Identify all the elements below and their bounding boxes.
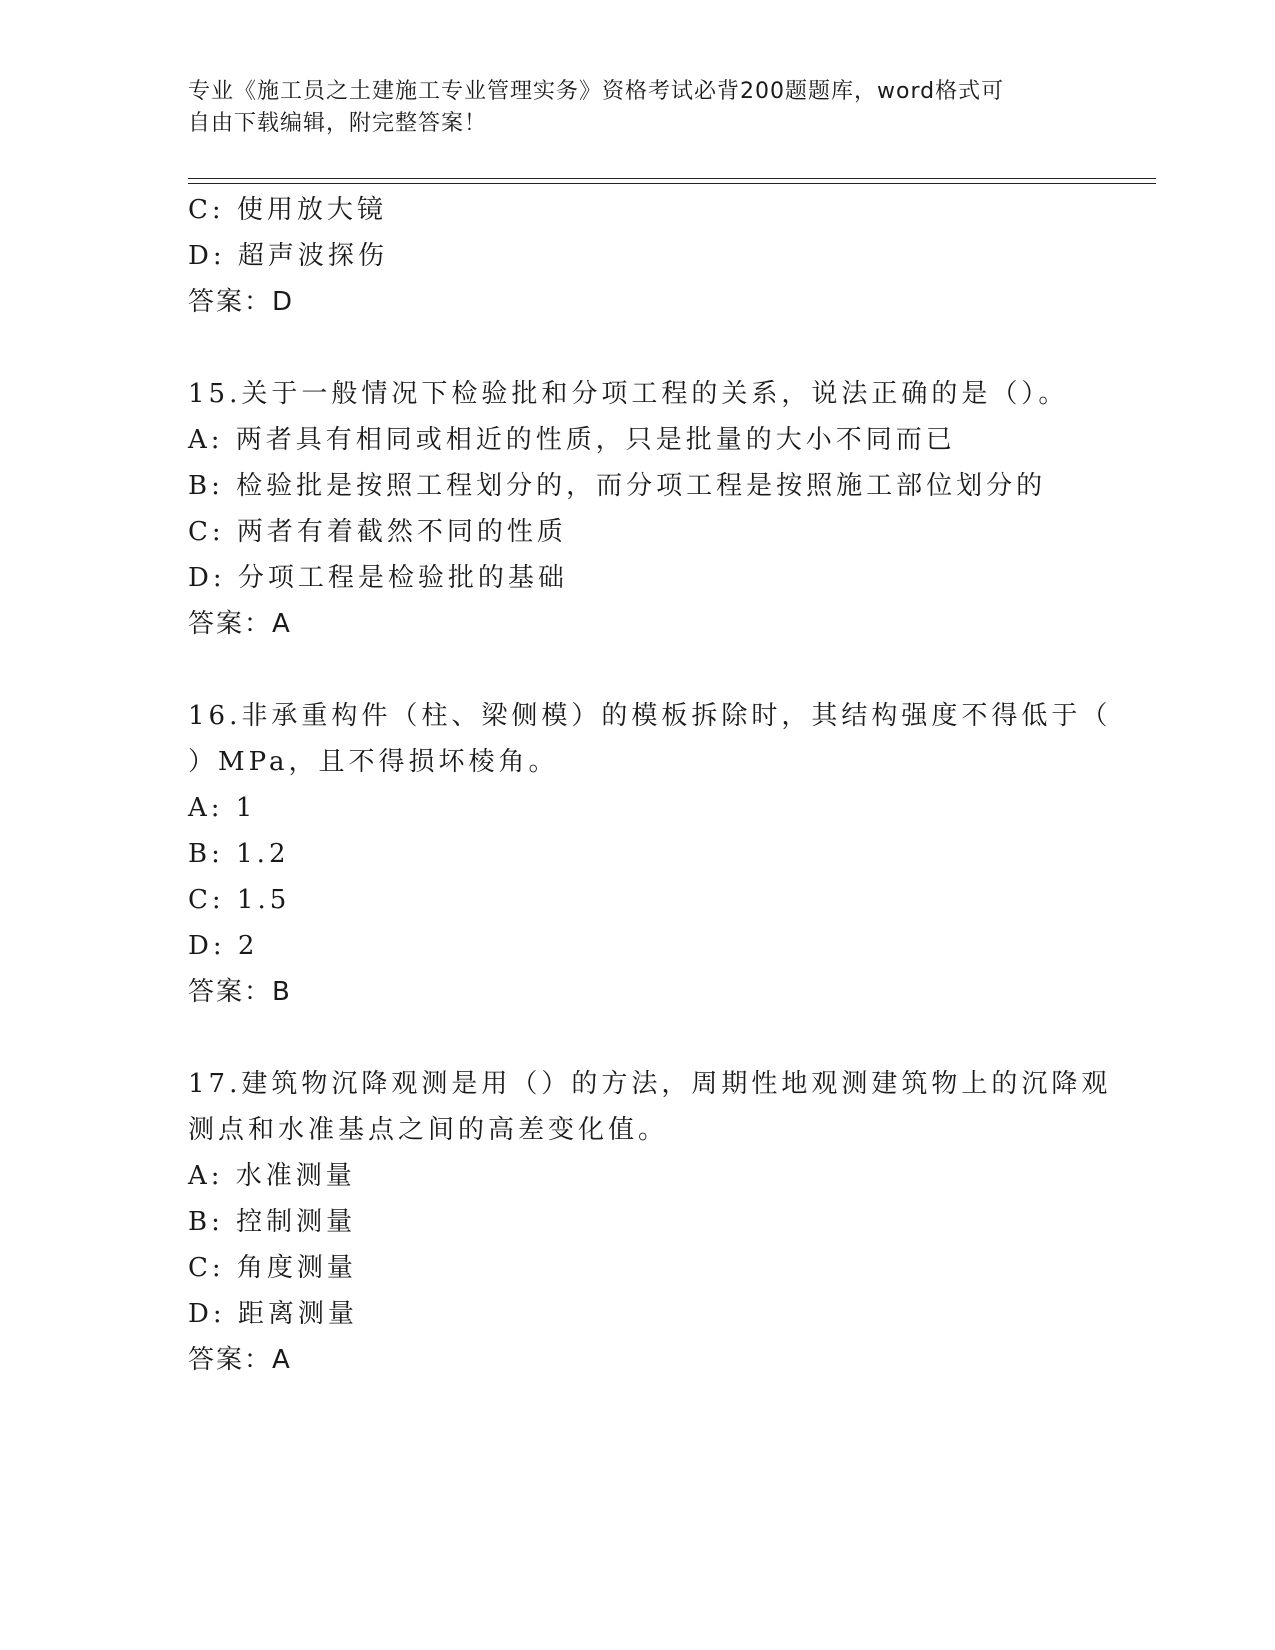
spacer (188, 325, 1088, 371)
header-title-line-1: 专业《施工员之土建施工专业管理实务》资格考试必背200题题库，word格式可 (188, 79, 1005, 104)
option-d: D: 2 (188, 931, 259, 961)
spacer (188, 647, 1088, 693)
option-b: B: 控制测量 (188, 1207, 357, 1237)
document-header (188, 76, 1068, 140)
question-stem-line-1: 16.非承重构件（柱、梁侧模）的模板拆除时，其结构强度不得低于（ (188, 701, 1112, 731)
question-14 (188, 187, 1088, 325)
question-list (188, 187, 1112, 1383)
option-c: C: 使用放大镜 (188, 195, 387, 225)
question-stem-line-1: 17.建筑物沉降观测是用（）的方法，周期性地观测建筑物上的沉降观 (188, 1069, 1112, 1099)
question-stem-line-2: 测点和水准基点之间的高差变化值。 (188, 1115, 669, 1145)
question-16 (188, 693, 1112, 1015)
option-d: D: 超声波探伤 (188, 241, 388, 271)
option-b: B: 检验批是按照工程划分的，而分项工程是按照施工部位划分的 (188, 471, 1047, 501)
header-divider-bottom (188, 183, 1156, 184)
option-d: D: 分项工程是检验批的基础 (188, 563, 568, 593)
question-stem-line-2: ）MPa，且不得损坏棱角。 (188, 747, 559, 777)
answer: 答案：A (188, 1345, 292, 1375)
answer: 答案：B (188, 977, 292, 1007)
option-a: A: 水准测量 (188, 1161, 356, 1191)
option-a: A: 1 (188, 793, 257, 823)
question-15 (188, 371, 1088, 647)
answer: 答案：D (188, 287, 295, 317)
option-a: A: 两者具有相同或相近的性质，只是批量的大小不同而已 (188, 425, 956, 455)
option-d: D: 距离测量 (188, 1299, 358, 1329)
option-b: B: 1.2 (188, 839, 290, 869)
question-stem: 15.关于一般情况下检验批和分项工程的关系，说法正确的是（）。 (188, 379, 1069, 409)
question-17 (188, 1061, 1112, 1383)
header-divider-top (188, 178, 1156, 179)
option-c: C: 两者有着截然不同的性质 (188, 517, 567, 547)
spacer (188, 1015, 1088, 1061)
option-c: C: 1.5 (188, 885, 291, 915)
answer: 答案：A (188, 609, 292, 639)
option-c: C: 角度测量 (188, 1253, 357, 1283)
header-title-line-2: 自由下载编辑，附完整答案！ (188, 111, 488, 136)
